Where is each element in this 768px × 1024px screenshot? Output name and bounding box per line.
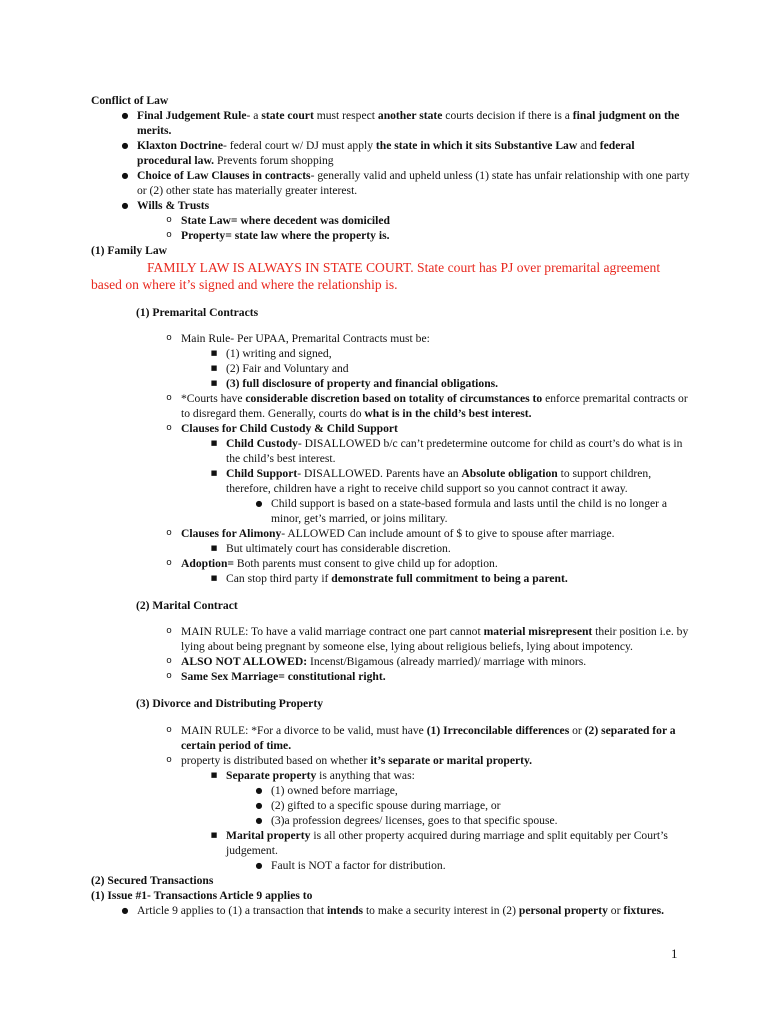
dot-bullet-icon: ● bbox=[121, 171, 129, 180]
item-child-support-formula: ● Child support is based on a state-based formula and lasts until the child is no longer a minor, get’s married, or joins military. bbox=[271, 496, 691, 526]
square-bullet-icon: ■ bbox=[210, 364, 218, 373]
family-law-red-note: FAMILY LAW IS ALWAYS IN STATE COURT. State court has PJ over premarital agreement based on where it’s signed and where the relationship is. bbox=[91, 260, 661, 292]
circle-bullet-icon: o bbox=[166, 626, 172, 637]
section-heading-conflict: Conflict of Law bbox=[91, 94, 169, 107]
item-alimony-discretion: ■ But ultimately court has considerable discretion. bbox=[226, 541, 691, 556]
dot-bullet-icon: ● bbox=[121, 905, 129, 915]
bullet-same-sex-marriage: o Same Sex Marriage= constitutional right. bbox=[181, 669, 691, 684]
dot-bullet-icon: ● bbox=[255, 499, 263, 509]
subheading-issue-1: (1) Issue #1- Transactions Article 9 applies to bbox=[91, 888, 313, 902]
bullet-wills-trusts: ● Wills & Trusts bbox=[137, 198, 691, 213]
bullet-property-distribution: o property is distributed based on whether it’s separate or marital property. bbox=[181, 753, 691, 768]
subheading-marital-contract: (2) Marital Contract bbox=[136, 598, 238, 612]
circle-bullet-icon: o bbox=[166, 724, 172, 735]
requirement-2: ■ (2) Fair and Voluntary and bbox=[226, 361, 691, 376]
bullet-premarital-main-rule: o Main Rule- Per UPAA, Premarital Contracts must be: bbox=[181, 331, 691, 346]
separate-degrees: ● (3)a profession degrees/ licenses, goes to that specific spouse. bbox=[271, 813, 691, 828]
bullet-not-allowed: o ALSO NOT ALLOWED: Incenst/Bigamous (already married)/ marriage with minors. bbox=[181, 654, 691, 669]
square-bullet-icon: ■ bbox=[210, 439, 218, 448]
page-number: 1 bbox=[671, 946, 678, 961]
dot-bullet-icon: ● bbox=[121, 201, 129, 210]
item-adoption-third-party: ■ Can stop third party if demonstrate full commitment to being a parent. bbox=[226, 571, 691, 586]
requirement-1: ■ (1) writing and signed, bbox=[226, 346, 691, 361]
bullet-clauses-custody-support: o Clauses for Child Custody & Child Support bbox=[181, 421, 691, 436]
separate-owned-before: ● (1) owned before marriage, bbox=[271, 783, 691, 798]
sub-bullet-state-law: o State Law= where decedent was domiciled bbox=[181, 213, 691, 228]
circle-bullet-icon: o bbox=[166, 333, 172, 344]
subheading-premarital: (1) Premarital Contracts bbox=[136, 305, 259, 319]
item-separate-property: ■ Separate property is anything that was: bbox=[226, 768, 691, 783]
document-body bbox=[91, 93, 691, 918]
square-bullet-icon: ■ bbox=[210, 770, 218, 779]
requirement-3: ■ (3) full disclosure of property and financial obligations. bbox=[226, 376, 691, 391]
dot-bullet-icon: ● bbox=[255, 785, 263, 795]
circle-bullet-icon: o bbox=[166, 215, 172, 225]
circle-bullet-icon: o bbox=[166, 671, 172, 682]
bullet-divorce-main-rule: o MAIN RULE: *For a divorce to be valid, must have (1) Irreconcilable differences or (2) separated for a certain period of time. bbox=[181, 723, 691, 753]
square-bullet-icon: ■ bbox=[210, 349, 218, 358]
separate-gifted: ● (2) gifted to a specific spouse during marriage, or bbox=[271, 798, 691, 813]
circle-bullet-icon: o bbox=[166, 754, 172, 765]
bullet-choice-of-law: ● Choice of Law Clauses in contracts- generally valid and upheld unless (1) state has unfair relationship with one party or (2) other state has materially greater interest. bbox=[137, 168, 691, 198]
square-bullet-icon: ■ bbox=[210, 379, 218, 388]
section-heading-family-law: (1) Family Law bbox=[91, 244, 167, 257]
bullet-adoption: o Adoption= Both parents must consent to give child up for adoption. bbox=[181, 556, 691, 571]
bullet-klaxton: ● Klaxton Doctrine- federal court w/ DJ must apply the state in which it sits Substantive Law and federal procedural law. Prevents forum shopping bbox=[137, 138, 691, 168]
dot-bullet-icon: ● bbox=[255, 800, 263, 810]
square-bullet-icon: ■ bbox=[210, 830, 218, 839]
bullet-alimony: o Clauses for Alimony- ALLOWED Can include amount of $ to give to spouse after marriage. bbox=[181, 526, 691, 541]
circle-bullet-icon: o bbox=[166, 558, 172, 569]
circle-bullet-icon: o bbox=[166, 393, 172, 404]
dot-bullet-icon: ● bbox=[255, 860, 263, 870]
dot-bullet-icon: ● bbox=[121, 141, 129, 150]
section-heading-secured-transactions: (2) Secured Transactions bbox=[91, 873, 214, 887]
circle-bullet-icon: o bbox=[166, 656, 172, 667]
dot-bullet-icon: ● bbox=[121, 111, 129, 120]
bullet-courts-discretion: o *Courts have considerable discretion based on totality of circumstances to enforce premarital contracts or to disregard them. Generally, courts do what is in the child’s best interest. bbox=[181, 391, 691, 421]
square-bullet-icon: ■ bbox=[210, 469, 218, 478]
circle-bullet-icon: o bbox=[166, 423, 172, 434]
bullet-article-9-applies: ● Article 9 applies to (1) a transaction that intends to make a security interest in (2) personal property or fixtures. bbox=[137, 903, 691, 918]
circle-bullet-icon: o bbox=[166, 528, 172, 539]
item-marital-property: ■ Marital property is all other property acquired during marriage and split equitably per Court’s judgement. bbox=[226, 828, 691, 858]
sub-bullet-property-law: o Property= state law where the property is. bbox=[181, 228, 691, 243]
dot-bullet-icon: ● bbox=[255, 815, 263, 825]
item-child-support: ■ Child Support- DISALLOWED. Parents have an Absolute obligation to support children, therefore, children have a right to receive child support so you cannot contract it away. bbox=[226, 466, 691, 496]
bullet-marital-main-rule: o MAIN RULE: To have a valid marriage contract one part cannot material misrepresent their position i.e. by lying about being pregnant by someone else, lying about religious beliefs, lying about impotency. bbox=[181, 624, 691, 654]
square-bullet-icon: ■ bbox=[210, 544, 218, 553]
circle-bullet-icon: o bbox=[166, 230, 172, 240]
bullet-final-judgement: ● Final Judgement Rule- a state court must respect another state courts decision if there is a final judgment on the merits. bbox=[137, 108, 691, 138]
subheading-divorce: (3) Divorce and Distributing Property bbox=[136, 696, 323, 710]
item-fault-not-factor: ● Fault is NOT a factor for distribution. bbox=[271, 858, 691, 873]
item-child-custody: ■ Child Custody- DISALLOWED b/c can’t predetermine outcome for child as court’s do what is in the child’s best interest. bbox=[226, 436, 691, 466]
square-bullet-icon: ■ bbox=[210, 574, 218, 583]
